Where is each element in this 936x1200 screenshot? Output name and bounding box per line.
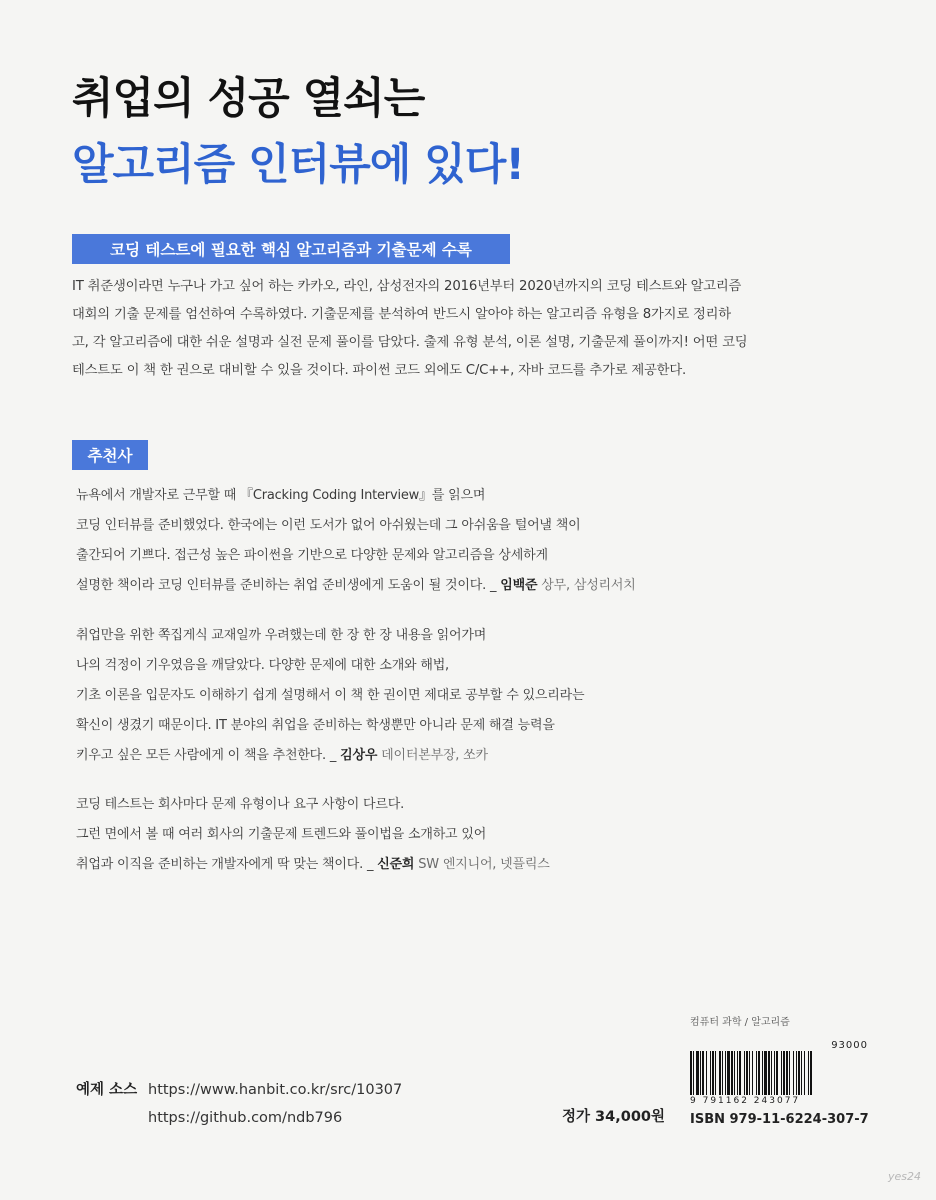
source-url-github[interactable]: https://github.com/ndb796	[148, 1110, 343, 1126]
quote-line: 나의 걱정이 기우였음을 깨달았다. 다양한 문제에 대한 소개와 해법,	[76, 658, 449, 673]
recommendation-2	[76, 621, 776, 771]
isbn-number: ISBN 979-11-6224-307-7	[690, 1112, 869, 1127]
recommend-label: 추천사	[72, 440, 148, 470]
intro-paragraph	[72, 273, 802, 385]
barcode-block	[690, 1013, 868, 1127]
headline-line2: 알고리즘 인터뷰에 있다!	[72, 140, 524, 190]
quote-last-line	[76, 741, 776, 771]
quote-text: 취업과 이직을 준비하는 개발자에게 딱 맞는 책이다. _	[76, 857, 374, 872]
author-name: 김상우	[340, 748, 378, 763]
intro-line: 고, 각 알고리즘에 대한 쉬운 설명과 실전 문제 풀이를 담았다. 출제 유형 분석, 이론 설명, 기출문제 풀이까지! 어떤 코딩	[72, 335, 748, 350]
headline-line1: 취업의 성공 열쇠는	[72, 74, 425, 124]
quote-line: 그런 면에서 볼 때 여러 회사의 기출문제 트렌드와 풀이법을 소개하고 있어	[76, 827, 487, 842]
source-code-info	[76, 1076, 402, 1132]
source-row-1	[76, 1076, 402, 1104]
category-label: 컴퓨터 과학 / 알고리즘	[690, 1017, 790, 1028]
quote-text: 설명한 책이라 코딩 인터뷰를 준비하는 취업 준비생에게 도움이 될 것이다. _	[76, 578, 497, 593]
quote-line: 코딩 테스트는 회사마다 문제 유형이나 요구 사항이 다르다.	[76, 797, 405, 812]
quote-last-line	[76, 571, 776, 601]
barcode-addon-number: 93000	[831, 1040, 868, 1051]
watermark-logo: yes24	[888, 1170, 922, 1183]
intro-banner: 코딩 테스트에 필요한 핵심 알고리즘과 기출문제 수록	[72, 234, 510, 264]
author-name: 임백준	[500, 578, 538, 593]
intro-line: 테스트도 이 책 한 권으로 대비할 수 있을 것이다. 파이썬 코드 외에도 C/C++, 자바 코드를 추가로 제공한다.	[72, 363, 686, 378]
barcode-digits: 9 791162 243077	[690, 1096, 801, 1106]
barcode-bar	[810, 1051, 812, 1095]
barcode-bars	[690, 1051, 868, 1095]
quote-text: 키우고 싶은 모든 사람에게 이 책을 추천한다. _	[76, 748, 337, 763]
source-url-hanbit[interactable]: https://www.hanbit.co.kr/src/10307	[148, 1082, 403, 1098]
quote-line: 출간되어 기쁘다. 접근성 높은 파이썬을 기반으로 다양한 문제와 알고리즘을 상세하게	[76, 548, 548, 563]
recommendation-3	[76, 790, 776, 880]
intro-line: 대회의 기출 문제를 엄선하여 수록하였다. 기출문제를 분석하여 반드시 알아야 하는 알고리즘 유형을 8가지로 정리하	[72, 307, 731, 322]
source-title-spacer	[76, 1104, 148, 1132]
quote-line: 뉴욕에서 개발자로 근무할 때 『Cracking Coding Interview』를 읽으며	[76, 488, 486, 503]
author-role: 상무, 삼성리서치	[541, 578, 636, 593]
author-role: SW 엔지니어, 넷플릭스	[418, 857, 550, 872]
author-name: 신준희	[377, 857, 415, 872]
intro-line: IT 취준생이라면 누구나 가고 싶어 하는 카카오, 라인, 삼성전자의 2016년부터 2020년까지의 코딩 테스트와 알고리즘	[72, 279, 742, 294]
quote-line: 코딩 인터뷰를 준비했었다. 한국에는 이런 도서가 없어 아쉬웠는데 그 아쉬움을 털어낼 책이	[76, 518, 581, 533]
source-title: 예제 소스	[76, 1082, 138, 1098]
source-row-2	[76, 1104, 402, 1132]
quote-line: 취업만을 위한 쪽집게식 교재일까 우려했는데 한 장 한 장 내용을 읽어가며	[76, 628, 487, 643]
recommendation-1	[76, 481, 776, 601]
price: 정가 34,000원	[562, 1109, 666, 1125]
quote-line: 확신이 생겼기 때문이다. IT 분야의 취업을 준비하는 학생뿐만 아니라 문제 해결 능력을	[76, 718, 555, 733]
quote-last-line	[76, 850, 776, 880]
author-role: 데이터본부장, 쏘카	[381, 748, 488, 763]
quote-line: 기초 이론을 입문자도 이해하기 쉽게 설명해서 이 책 한 권이면 제대로 공부할 수 있으리라는	[76, 688, 585, 703]
